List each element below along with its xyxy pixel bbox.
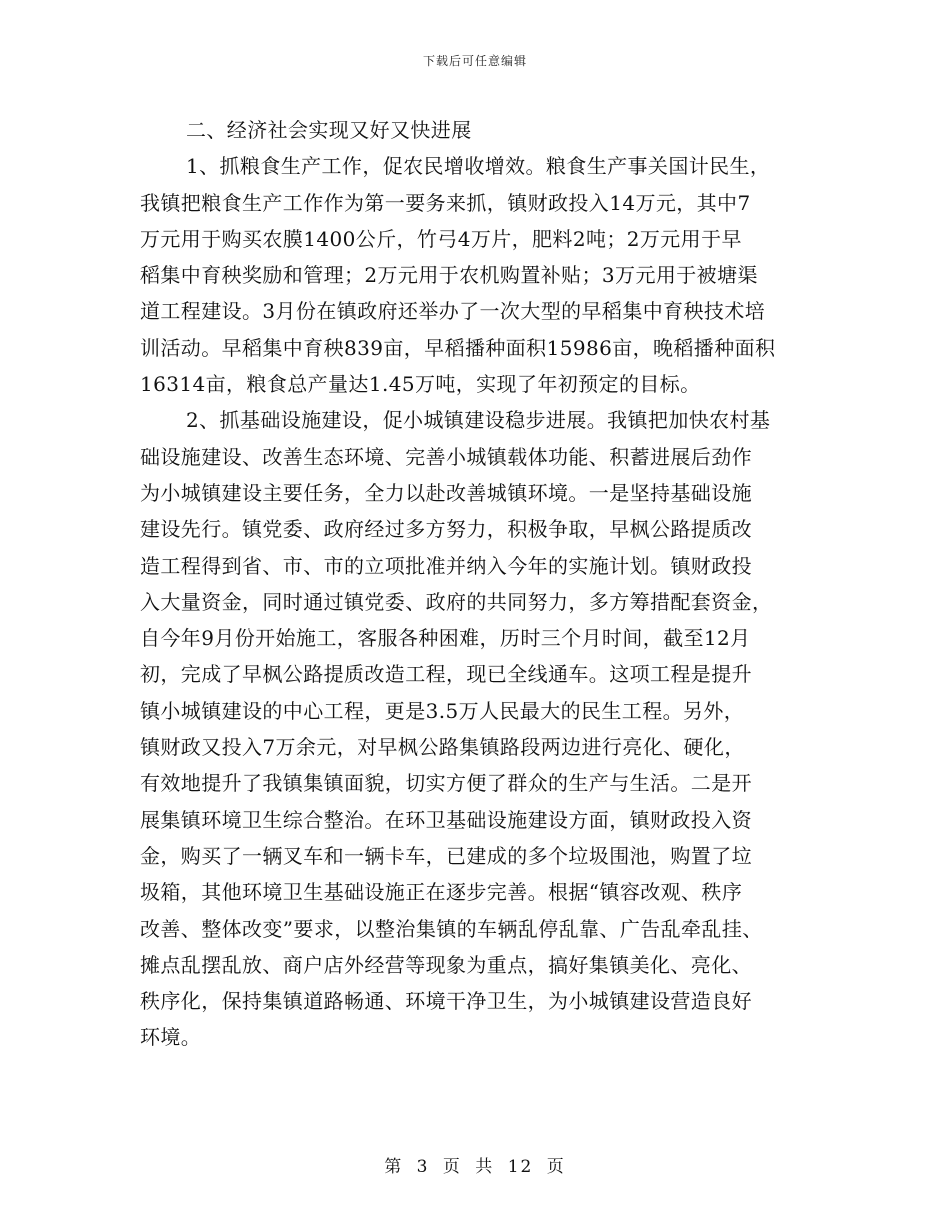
paragraph-line: 16314亩，粮食总产量达1.45万吨，实现了年初预定的目标。 [140, 372, 701, 397]
paragraph-line: 摊点乱摆乱放、商户店外经营等现象为重点，搞好集镇美化、亮化、 [140, 952, 752, 977]
paragraph-line: 镇财政又投入7万余元，对早枫公路集镇路段两边进行亮化、硬化， [140, 735, 745, 760]
paragraph-line: 镇小城镇建设的中心工程，更是3.5万人民最大的民生工程。另外， [140, 698, 745, 723]
paragraph-line: 展集镇环境卫生综合整治。在环卫基础设施建设方面，镇财政投入资 [140, 807, 752, 832]
paragraph-line: 础设施建设、改善生态环境、完善小城镇载体功能、积蓄进展后劲作 [140, 444, 752, 469]
paragraph-line: 有效地提升了我镇集镇面貌，切实方便了群众的生产与生活。二是开 [140, 771, 752, 796]
paragraph-line: 金，购买了一辆叉车和一辆卡车，已建成的多个垃圾围池，购置了垃 [140, 843, 752, 868]
paragraph-line: 自今年9月份开始施工，客服各种困难，历时三个月时间，截至12月 [140, 626, 751, 651]
paragraph-line: 训活动。早稻集中育秧839亩，早稻播种面积15986亩，晚稻播种面积 [140, 335, 776, 360]
paragraph-line: 改善、整体改变”要求，以整治集镇的车辆乱停乱靠、广告乱牵乱挂、 [140, 916, 763, 941]
paragraph-line: 1、抓粮食生产工作，促农民增收增效。粮食生产事关国计民生， [186, 154, 771, 179]
paragraph-line: 稻集中育秧奖励和管理；2万元用于农机购置补贴；3万元用于被塘渠 [140, 263, 758, 288]
document-body [140, 112, 810, 1056]
page-header: 下载后可任意编辑 [422, 54, 527, 68]
section-heading: 二、经济社会实现又好又快进展 [186, 118, 472, 142]
paragraph-line: 秩序化，保持集镇道路畅通、环境干净卫生，为小城镇建设营造良好 [140, 989, 752, 1014]
paragraph-line: 建设先行。镇党委、政府经过多方努力，积极争取，早枫公路提质改 [140, 517, 752, 542]
paragraph-line: 初，完成了早枫公路提质改造工程，现已全线通车。这项工程是提升 [140, 662, 752, 687]
page-number: 第 3 页 共 12 页 [384, 1157, 566, 1177]
paragraph-line: 环境。 [140, 1025, 202, 1050]
paragraph-line: 圾箱，其他环境卫生基础设施正在逐步完善。根据“镇容改观、秩序 [140, 880, 743, 905]
paragraph-line: 万元用于购买农膜1400公斤，竹弓4万片，肥料2吨；2万元用于早 [140, 226, 742, 251]
paragraph-line: 2、抓基础设施建设，促小城镇建设稳步进展。我镇把加快农村基 [186, 408, 771, 433]
paragraph-line: 道工程建设。3月份在镇政府还举办了一次大型的早稻集中育秧技术培 [140, 299, 766, 324]
paragraph-line: 我镇把粮食生产工作作为第一要务来抓，镇财政投入14万元，其中7 [140, 190, 751, 215]
paragraph-line: 造工程得到省、市、市的立项批准并纳入今年的实施计划。镇财政投 [140, 553, 752, 578]
paragraph-line: 入大量资金，同时通过镇党委、政府的共同努力，多方筹措配套资金， [140, 589, 773, 614]
paragraph-line: 为小城镇建设主要任务，全力以赴改善城镇环境。一是坚持基础设施 [140, 480, 752, 505]
